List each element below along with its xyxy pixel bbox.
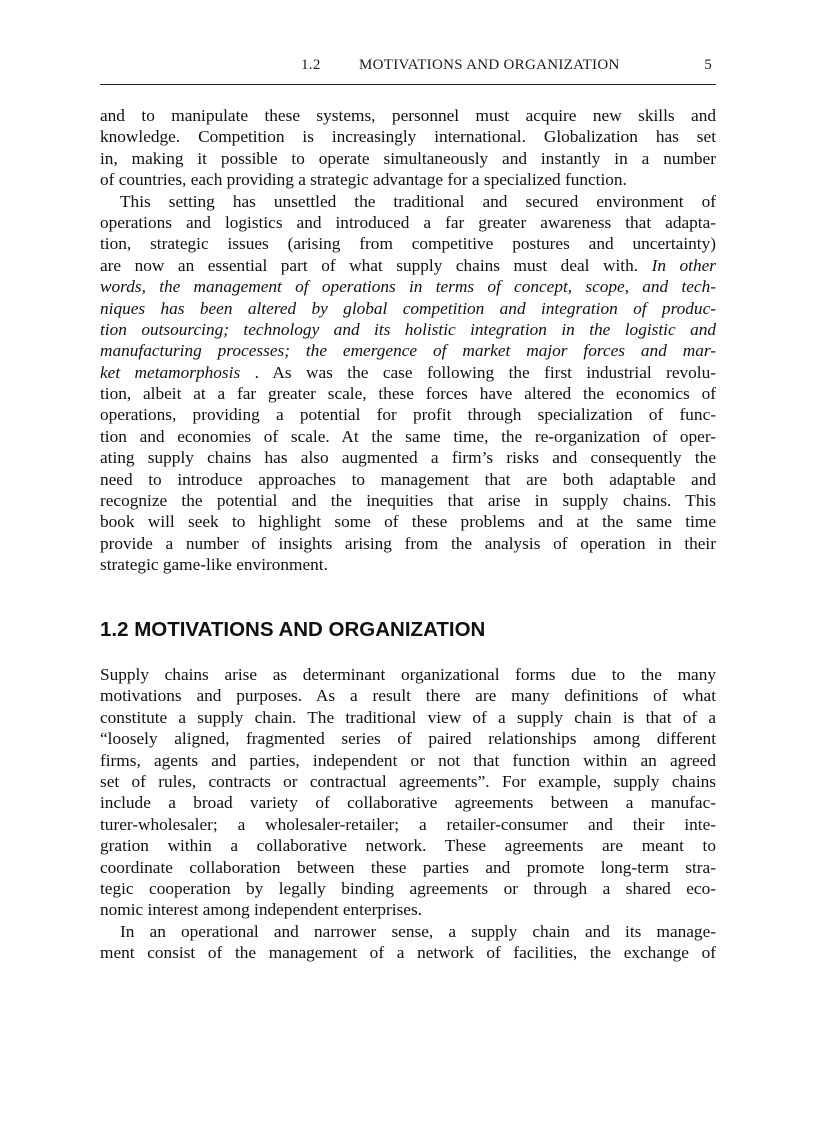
text-line: operations and logistics and introduced a far greater awareness that adapta- (100, 212, 716, 232)
text-line: tion, strategic issues (arising from competitive postures and uncertainty) (100, 234, 716, 254)
italic-line (100, 276, 716, 297)
italic-line (100, 340, 716, 361)
header-section-title: MOTIVATIONS AND ORGANIZATION (359, 57, 620, 73)
text-line: constitute a supply chain. The traditional view of a supply chain is that of a (100, 707, 716, 727)
italic-span: manufacturing processes; the emergence of market major forces and mar- (100, 341, 716, 361)
text-line: set of rules, contracts or contractual agreements”. For example, supply chains (100, 771, 716, 791)
text-line: provide a number of insights arising from the analysis of operation in their (100, 533, 716, 553)
text-line: tegic cooperation by legally binding agreements or through a shared eco- (100, 878, 716, 898)
text-line-mixed (100, 255, 716, 276)
text-line: tion and economies of scale. At the same time, the re-organization of oper- (100, 426, 716, 446)
text-line: knowledge. Competition is increasingly international. Globalization has set (100, 127, 716, 147)
italic-span: ket metamorphosis (100, 362, 241, 382)
section-heading: 1.2 MOTIVATIONS AND ORGANIZATION (100, 618, 486, 641)
text-line-mixed (100, 362, 716, 383)
text-span: . As was the case following the first industrial revolu- (254, 362, 716, 382)
page-number: 5 (704, 57, 712, 73)
text-line: ating supply chains has also augmented a firm’s risks and consequently the (100, 448, 716, 468)
text-line: in, making it possible to operate simultaneously and instantly in a number (100, 148, 716, 168)
text-line: recognize the potential and the inequities that arise in supply chains. This (100, 491, 716, 511)
text-line: turer-wholesaler; a wholesaler-retailer; a retailer-consumer and their inte- (100, 814, 716, 834)
italic-line (100, 319, 716, 340)
text-line: and to manipulate these systems, personnel must acquire new skills and (100, 106, 716, 125)
italic-span: niques has been altered by global competition and integration of produc- (100, 298, 716, 318)
text-line: ment consist of the management of a network of facilities, the exchange of (100, 943, 716, 963)
text-line: motivations and purposes. As a result there are many definitions of what (100, 686, 716, 706)
text-line: nomic interest among independent enterprises. (100, 900, 423, 920)
text-line: Supply chains arise as determinant organizational forms due to the many (100, 665, 716, 684)
text-span: are now an essential part of what supply chains must deal with. (100, 255, 639, 275)
text-line: coordinate collaboration between these parties and promote long-term stra- (100, 857, 716, 877)
running-header (100, 57, 716, 77)
text-line: need to introduce approaches to management that are both adaptable and (100, 469, 716, 489)
header-section-number: 1.2 (301, 57, 321, 73)
text-line: operations, providing a potential for profit through specialization of func- (100, 405, 716, 425)
text-line: firms, agents and parties, independent or not that function within an agreed (100, 750, 716, 770)
italic-line (100, 298, 716, 319)
text-line: strategic game-like environment. (100, 555, 328, 575)
header-rule (100, 84, 716, 85)
text-line: tion, albeit at a far greater scale, these forces have altered the economics of (100, 384, 716, 404)
italic-span: In other (651, 255, 716, 275)
text-line: This setting has unsettled the traditional and secured environment of (120, 191, 716, 211)
text-line: of countries, each providing a strategic advantage for a specialized function. (100, 170, 627, 190)
text-line: In an operational and narrower sense, a supply chain and its manage- (120, 921, 716, 941)
text-line: “loosely aligned, fragmented series of paired relationships among different (100, 729, 716, 749)
paragraph-block-intro (100, 105, 716, 576)
text-line: book will seek to highlight some of these problems and at the same time (100, 512, 716, 532)
paragraph-block-motivations (100, 664, 716, 963)
italic-span: words, the management of operations in terms of concept, scope, and tech- (100, 277, 716, 297)
text-line: include a broad variety of collaborative agreements between a manufac- (100, 793, 716, 813)
italic-span: tion outsourcing; technology and its holistic integration in the logistic and (100, 319, 716, 339)
text-line: gration within a collaborative network. These agreements are meant to (100, 836, 716, 856)
